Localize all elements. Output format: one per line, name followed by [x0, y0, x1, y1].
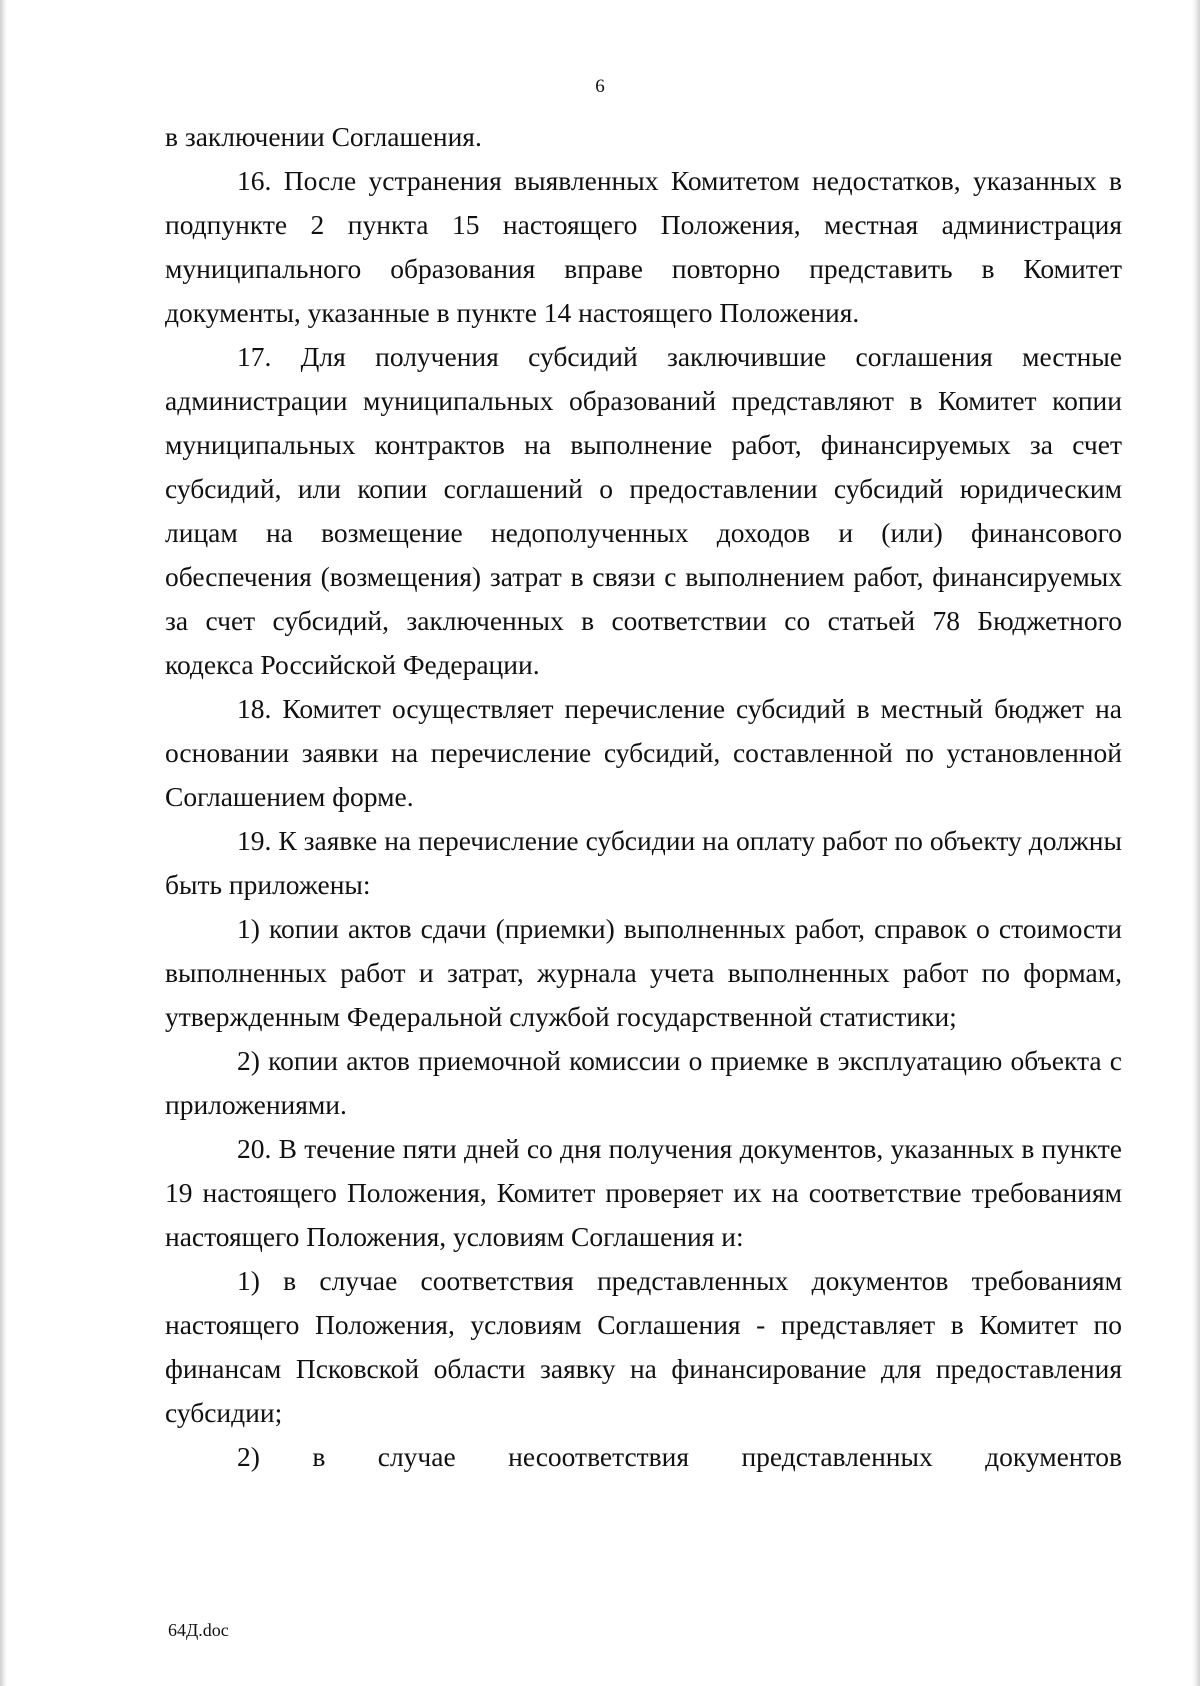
paragraph-18: 18. Комитет осуществляет перечисление субсидий в местный бюджет на основании заявки на перечисление субсидий, составленной по установленной Соглашением форме. — [165, 693, 1122, 812]
paragraph-continuation: в заключении Соглашения. — [165, 121, 482, 152]
paragraph-19: 19. К заявке на перечисление субсидии на оплату работ по объекту должны быть приложены: — [165, 825, 1122, 900]
scan-edge-left — [0, 0, 7, 1686]
paragraph-19-item-1: 1) копии актов сдачи (приемки) выполненных работ, справок о стоимости выполненных работ и затрат, журнала учета выполненных работ по формам, утвержденным Федеральной службой государственной статистики; — [165, 913, 1122, 1032]
paragraph-20: 20. В течение пяти дней со дня получения документов, указанных в пункте 19 настоящего Положения, Комитет проверяет их на соответствие требованиям настоящего Положения, условиям Соглашения и: — [165, 1133, 1122, 1252]
paragraph-19-item-2: 2) копии актов приемочной комиссии о приемке в эксплуатацию объекта с приложениями. — [165, 1045, 1122, 1120]
paragraph-20-item-2: 2) в случае несоответствия представленных документов — [237, 1441, 1122, 1472]
paragraph-20-item-1: 1) в случае соответствия представленных документов требованиям настоящего Положения, условиям Соглашения - представляет в Комитет по финансам Псковской области заявку на финансирование для предоставления субсидии; — [165, 1265, 1122, 1428]
footer-file-name: 64Д.doc — [168, 1620, 229, 1640]
paragraph-16: 16. После устранения выявленных Комитетом недостатков, указанных в подпункте 2 пункта 15 настоящего Положения, местная администрация муниципального образования вправе повторно представить в Комитет документы, указанные в пункте 14 настоящего Положения. — [165, 165, 1122, 328]
body-text — [165, 115, 1122, 1479]
page-number: 6 — [595, 76, 605, 97]
scan-edge-right — [1192, 0, 1200, 1686]
paragraph-17: 17. Для получения субсидий заключившие соглашения местные администрации муниципальных образований представляют в Комитет копии муниципальных контрактов на выполнение работ, финансируемых за счет субсидий, или копии соглашений о предоставлении субсидий юридическим лицам на возмещение недополученных доходов и (или) финансового обеспечения (возмещения) затрат в связи с выполнением работ, финансируемых за счет субсидий, заключенных в соответствии со статьей 78 Бюджетного кодекса Российской Федерации. — [165, 341, 1122, 680]
